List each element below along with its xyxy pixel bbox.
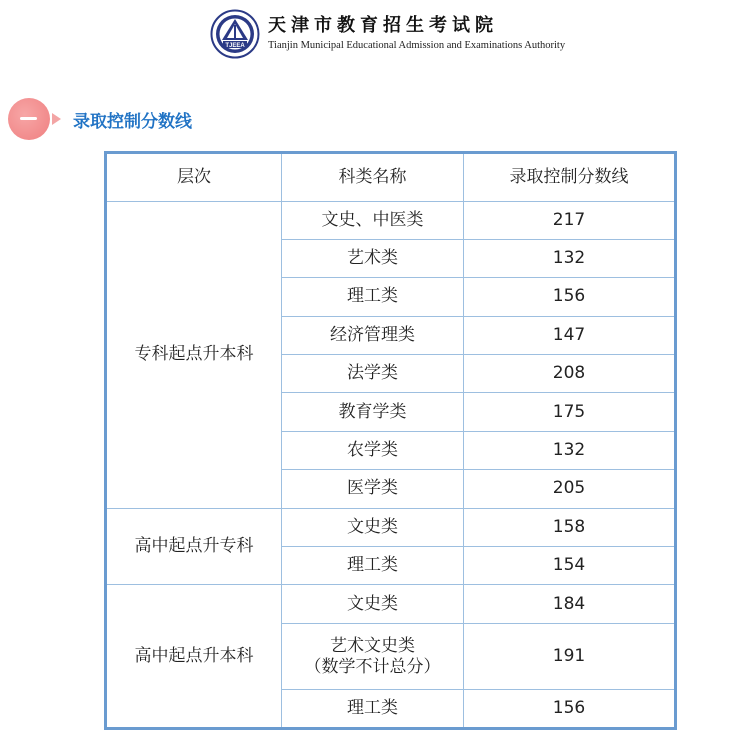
score-cell: 156 <box>464 690 676 729</box>
score-cell: 132 <box>464 431 676 469</box>
category-cell: 理工类 <box>282 278 464 316</box>
category-cell: 理工类 <box>282 690 464 729</box>
category-cell: 农学类 <box>282 431 464 469</box>
category-cell: 艺术类 <box>282 239 464 277</box>
level-cell: 专科起点升本科 <box>106 201 282 508</box>
table-row <box>106 201 676 239</box>
level-cell: 高中起点升专科 <box>106 508 282 585</box>
category-cell: 文史类 <box>282 585 464 623</box>
level-cell: 高中起点升本科 <box>106 585 282 729</box>
section-number-badge <box>8 98 50 140</box>
score-cell: 217 <box>464 201 676 239</box>
score-cell: 154 <box>464 547 676 585</box>
score-cell: 132 <box>464 239 676 277</box>
arrow-right-icon <box>52 113 61 125</box>
org-name-cn: 天津市教育招生考试院 <box>268 15 498 36</box>
category-name: 艺术文史类 <box>330 635 415 656</box>
category-cell: 文史、中医类 <box>282 201 464 239</box>
org-name-en: Tianjin Municipal Educational Admission and Examinations Authority <box>268 40 566 51</box>
header-score: 录取控制分数线 <box>464 153 676 202</box>
table-row <box>106 585 676 623</box>
section-number-one <box>20 117 37 120</box>
table-row <box>106 508 676 546</box>
score-cell: 147 <box>464 316 676 354</box>
category-note: （数学不计总分） <box>304 656 441 677</box>
logo-text: TJEEA <box>225 42 245 49</box>
section-heading <box>8 98 192 140</box>
category-cell: 经济管理类 <box>282 316 464 354</box>
table-header-row <box>106 153 676 202</box>
header-category: 科类名称 <box>282 153 464 202</box>
score-cell: 191 <box>464 623 676 690</box>
category-cell: 理工类 <box>282 547 464 585</box>
section-title: 录取控制分数线 <box>73 111 192 132</box>
site-header <box>210 8 565 60</box>
score-table <box>104 151 677 730</box>
score-cell: 156 <box>464 278 676 316</box>
score-cell: 184 <box>464 585 676 623</box>
header-level: 层次 <box>106 153 282 202</box>
category-cell: 法学类 <box>282 355 464 393</box>
score-cell: 208 <box>464 355 676 393</box>
score-cell: 175 <box>464 393 676 431</box>
score-cell: 158 <box>464 508 676 546</box>
score-cell: 205 <box>464 470 676 508</box>
category-cell: 教育学类 <box>282 393 464 431</box>
category-cell: 医学类 <box>282 470 464 508</box>
category-cell: 文史类 <box>282 508 464 546</box>
tjeea-logo-icon <box>210 9 260 59</box>
category-cell <box>282 623 464 690</box>
